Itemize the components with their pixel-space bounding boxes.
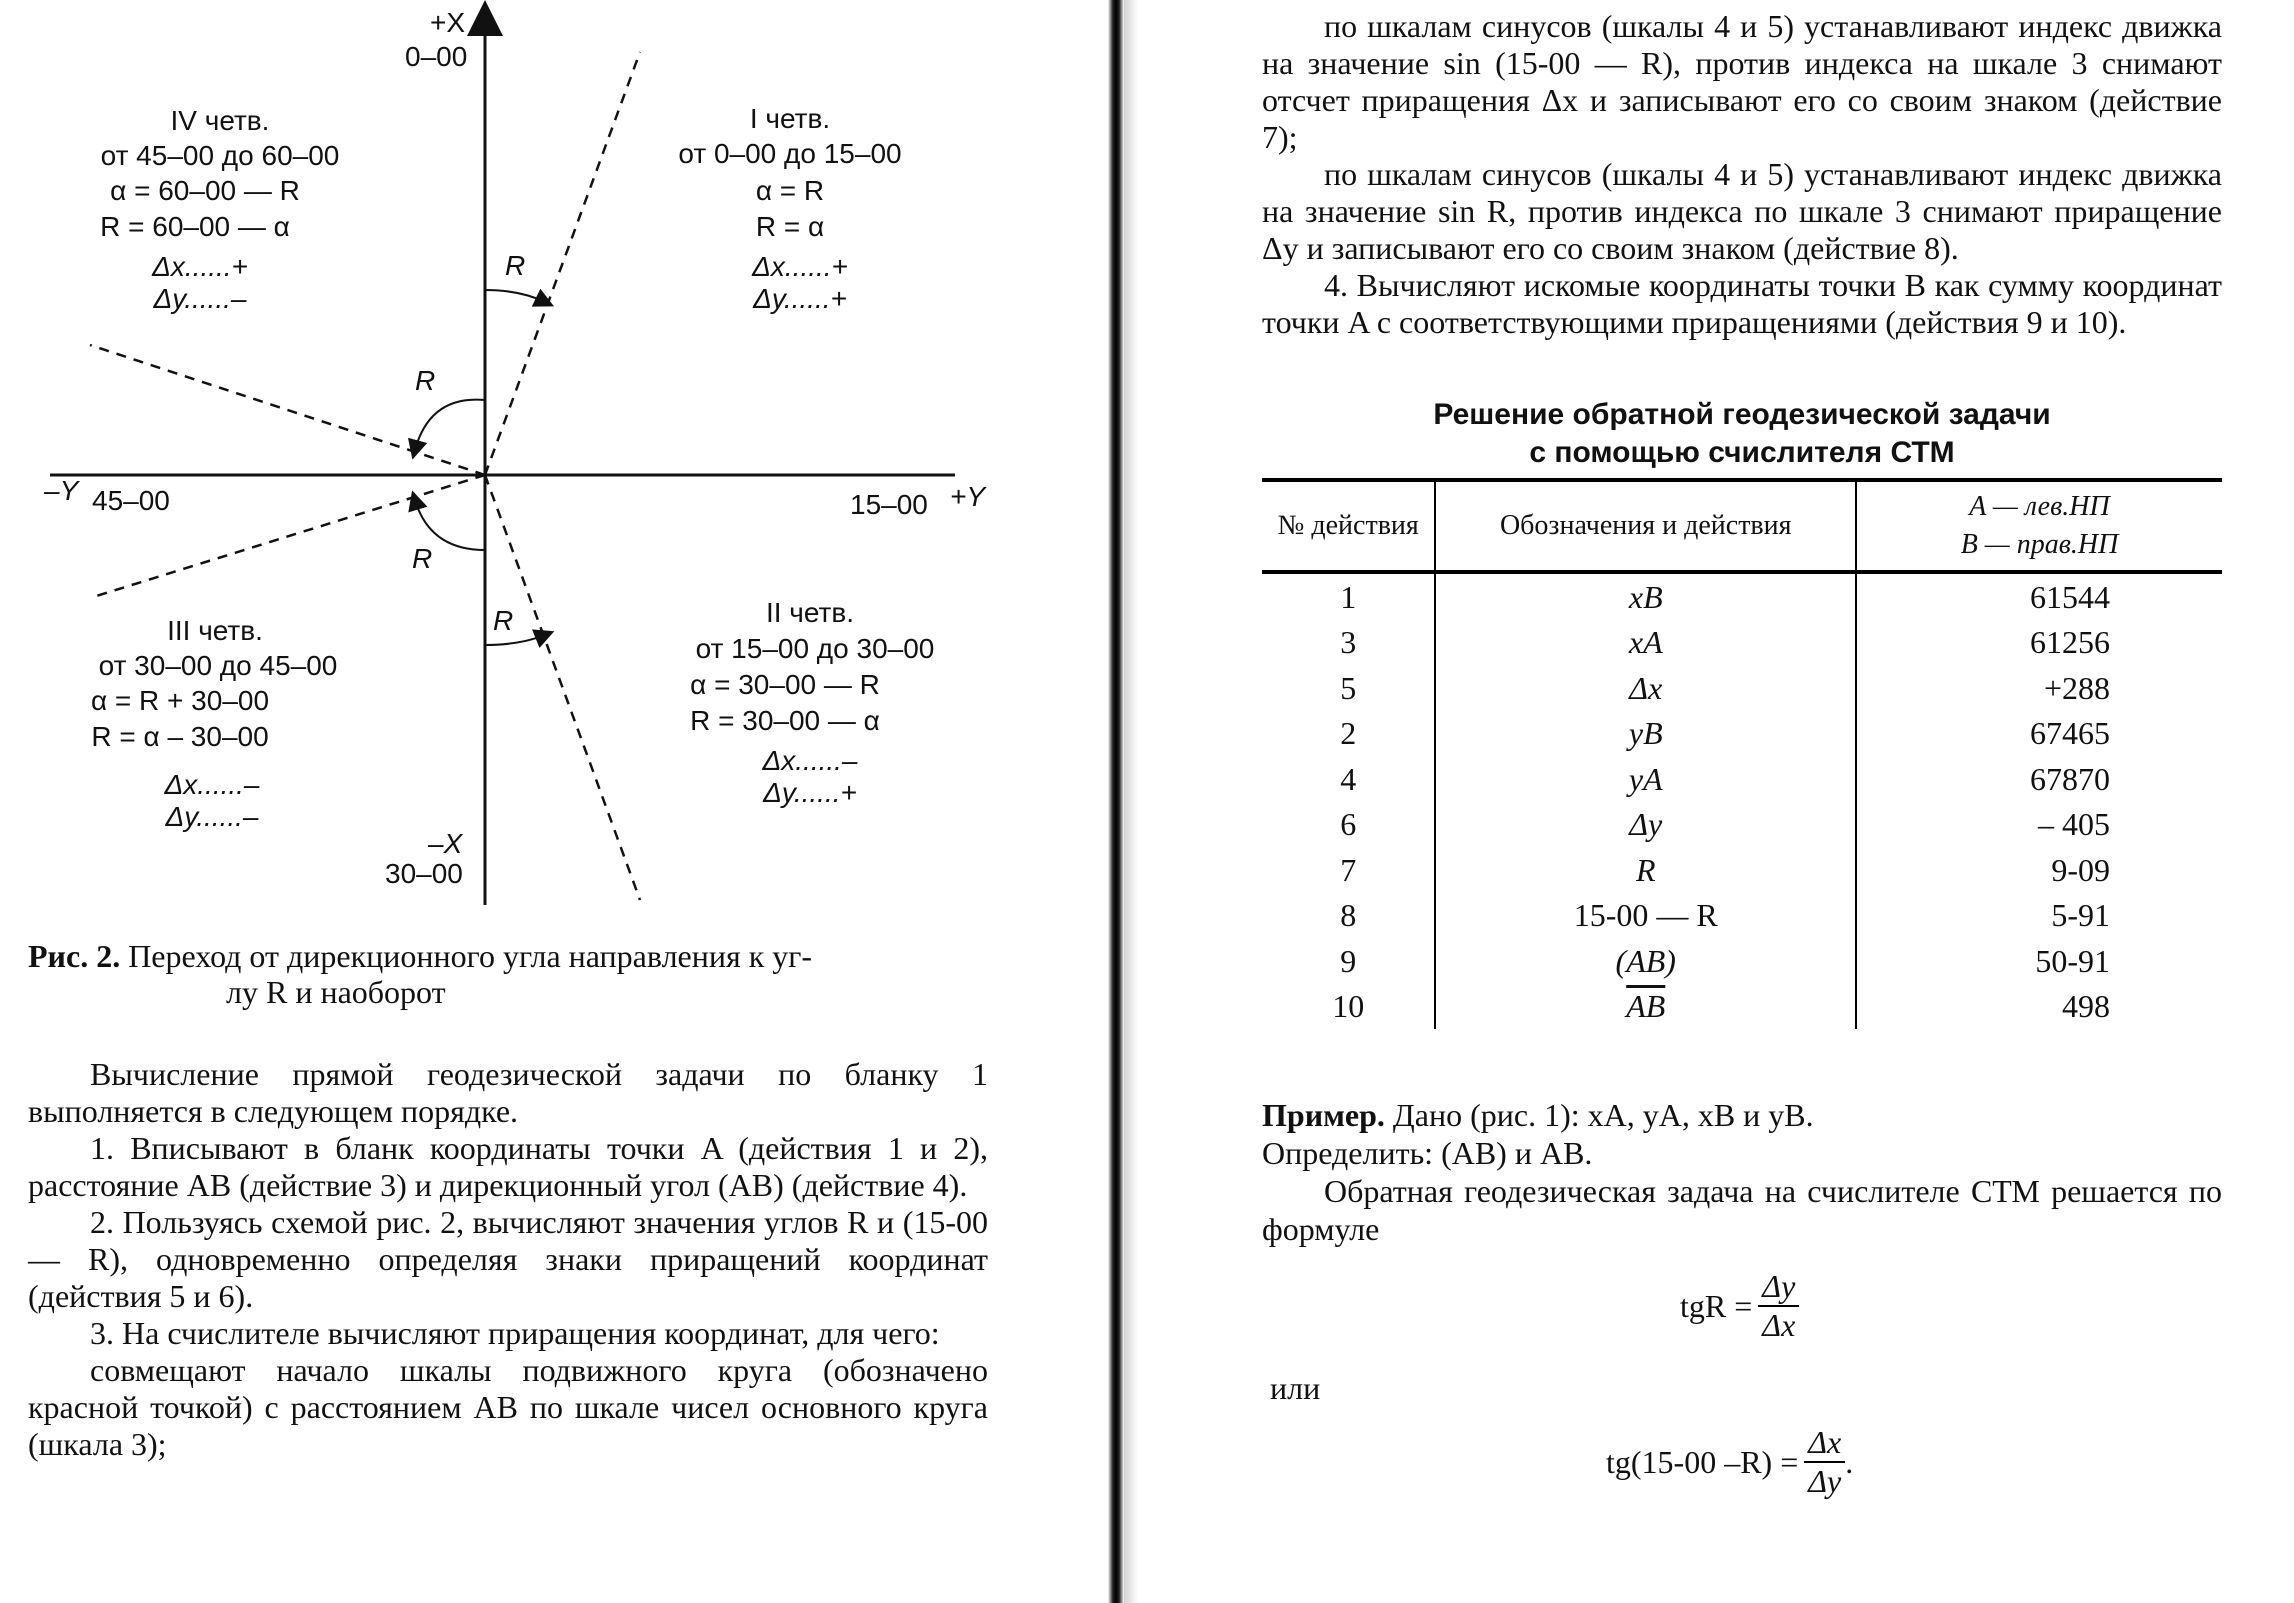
row-number: 2 (1340, 715, 1357, 752)
figure-caption (28, 938, 988, 1010)
q1-dx: Δx......+ (752, 251, 848, 282)
row-value: 5-91 (2051, 897, 2110, 934)
left-paragraph-4: 3. На счислителе вычисляют приращения координат, для чего: (90, 1315, 940, 1351)
axis-plus-y-label: +Y (950, 481, 986, 512)
formula2-fraction (1804, 1424, 1845, 1500)
row-operation: R (1435, 847, 1856, 893)
right-page-text (1262, 8, 2222, 341)
row-operation: xB (1435, 572, 1856, 620)
left-paragraph-1: Вычисление прямой геодезической задачи по бланку 1 выполняется в следующем порядке. (28, 1056, 988, 1129)
row-value: 498 (2062, 988, 2110, 1025)
row-value: 50-91 (2035, 942, 2110, 979)
formula1-fraction (1758, 1268, 1799, 1344)
table-row (1262, 984, 2222, 1030)
row-value: 67870 (2030, 760, 2110, 797)
q1-r: R = α (755, 211, 825, 242)
caption-line2: лу R и наоборот (226, 974, 446, 1010)
table-row (1262, 711, 2222, 757)
q4-range: от 45–00 до 60–00 (100, 140, 340, 171)
example-text: Обратная геодезическая задача на счислителе СТМ решается по формуле (1262, 1173, 2222, 1247)
q1-dy: Δy......+ (753, 283, 847, 314)
axis-plus-y-value: 15–00 (850, 489, 928, 520)
q1-title: I четв. (749, 103, 831, 134)
formula1-left: tgR = (1680, 1287, 1753, 1324)
row-number: 1 (1340, 578, 1357, 615)
angle-arc-q1 (485, 290, 545, 302)
direction-line-q2 (485, 475, 640, 900)
row-number: 10 (1332, 988, 1365, 1025)
row-operation: Δx (1435, 665, 1856, 711)
angle-arc-q4 (415, 400, 485, 450)
formula1-denominator: Δx (1762, 1307, 1796, 1343)
row-value: +288 (2043, 669, 2110, 706)
left-paragraph-3: 2. Пользуясь схемой рис. 2, вычисляют значения углов R и (15-00 — R), одновременно определяя знаки приращений координат (действия 5 и 6). (28, 1204, 988, 1314)
q4-title: IV четв. (170, 105, 270, 136)
example-determine: Определить: (AB) и AB. (1262, 1135, 1593, 1171)
row-value: 61544 (2030, 578, 2110, 615)
q3-dx: Δx......– (164, 769, 260, 800)
row-value: 61256 (2030, 624, 2110, 661)
formula2-end: . (1845, 1443, 1854, 1480)
left-paragraph-5: совмещают начало шкалы подвижного круга (обозначено красной точкой) с расстоянием AB по шкале чисел основного круга (шкала 3); (28, 1352, 988, 1462)
table-title-line2: с помощью счислителя СТМ (1529, 436, 1955, 469)
table-row (1262, 938, 2222, 984)
formula1-numerator: Δy (1758, 1268, 1799, 1307)
angle-label-q3: R (412, 543, 433, 574)
q1-alpha: α = R (755, 175, 825, 206)
row-number: 4 (1340, 760, 1357, 797)
axis-plus-x-label: +X (430, 7, 466, 38)
quadrant-ii-block (690, 597, 934, 808)
q2-r: R = 30–00 — α (690, 705, 880, 736)
solution-table (1262, 478, 2222, 1029)
table-row (1262, 665, 2222, 711)
row-number: 8 (1340, 897, 1357, 934)
table-row (1262, 802, 2222, 848)
q3-range: от 30–00 до 45–00 (98, 650, 338, 681)
row-operation: (AB) (1435, 938, 1856, 984)
axis-plus-x-value: 0–00 (405, 41, 468, 72)
q4-alpha: α = 60–00 — R (110, 175, 300, 206)
q4-r: R = 60–00 — α (100, 211, 290, 242)
example-given-line (1262, 1096, 2222, 1134)
q3-dy: Δy......– (165, 801, 259, 832)
row-number: 6 (1340, 806, 1357, 843)
q3-alpha: α = R + 30–00 (90, 685, 270, 716)
q1-range: от 0–00 до 15–00 (678, 138, 902, 169)
right-paragraph-2: по шкалам синусов (шкалы 4 и 5) устанавливают индекс движка на значение sin R, против индекса по шкале 3 снимают приращение Δy и записывают его со своим знаком (действие 8). (1262, 156, 2222, 266)
q4-dx: Δx......+ (152, 251, 248, 282)
q2-alpha: α = 30–00 — R (690, 669, 880, 700)
left-paragraph-2: 1. Вписывают в бланк координаты точки A (действия 1 и 2), расстояние AB (действие 3) и дирекционный угол (AB) (действие 4). (28, 1130, 988, 1203)
q4-dy: Δy......– (153, 283, 247, 314)
q3-title: III четв. (167, 615, 263, 646)
table-row (1262, 756, 2222, 802)
axis-minus-x-value: 30–00 (385, 858, 463, 889)
right-paragraph-1: по шкалам синусов (шкалы 4 и 5) устанавливают индекс движка на значение sin (15-00 — R), против индекса на шкале 3 снимают отсчет приращения Δx и записывают его со своим знаком (действие 7); (1262, 8, 2222, 155)
spine-shadow (1124, 0, 1138, 1603)
formula2-numerator: Δx (1804, 1424, 1845, 1463)
formula2-left: tg(15-00 –R) = (1606, 1443, 1799, 1480)
angle-label-q2: R (493, 605, 514, 636)
table-title-line1: Решение обратной геодезической задачи (1433, 398, 2051, 431)
table-row (1262, 572, 2222, 620)
example-given: Дано (рис. 1): xA, yA, xB и yB. (1392, 1097, 1814, 1133)
row-number: 7 (1340, 851, 1357, 888)
header-col-values-line2: B — прав.НП (1960, 529, 2119, 560)
right-paragraph-3: 4. Вычисляют искомые координаты точки B как сумму координат точки A с соответствующими приращениями (действия 9 и 10). (1262, 267, 2222, 340)
row-value: – 405 (2038, 806, 2110, 843)
q3-r: R = α – 30–00 (91, 721, 269, 752)
row-operation: 15-00 — R (1435, 893, 1856, 939)
example-block (1262, 1096, 2222, 1248)
axis-minus-y-label: –Y (44, 475, 79, 506)
formula-tg-15-r (1606, 1424, 1853, 1500)
header-col-values (1856, 480, 2222, 572)
or-word: или (1270, 1370, 1321, 1406)
row-value: 9-09 (2051, 851, 2110, 888)
angle-arc-q2 (485, 635, 545, 645)
table-row (1262, 893, 2222, 939)
angle-label-q4: R (415, 365, 436, 396)
quadrant-iii-block (91, 615, 337, 832)
axis-minus-x-label: –X (428, 828, 463, 859)
row-number: 5 (1340, 669, 1357, 706)
example-label: Пример. (1262, 1097, 1385, 1133)
row-operation: xA (1435, 620, 1856, 666)
angle-label-q1: R (505, 250, 526, 281)
header-col-number: № действия (1262, 480, 1435, 572)
table-title (1262, 396, 2222, 472)
q2-dx: Δx......– (762, 745, 858, 776)
row-operation: yA (1435, 756, 1856, 802)
quadrant-iv-block (100, 105, 339, 314)
axis-minus-y-value: 45–00 (92, 485, 170, 516)
caption-line1: Переход от дирекционного угла направления к уг- (128, 938, 813, 974)
q2-dy: Δy......+ (763, 777, 857, 808)
table-row (1262, 847, 2222, 893)
book-spine (1108, 0, 1124, 1603)
table-header-row (1262, 480, 2222, 572)
quadrant-i-block (678, 103, 901, 314)
row-operation: Δy (1435, 802, 1856, 848)
row-number: 3 (1340, 624, 1357, 661)
caption-label: Рис. 2. (28, 938, 121, 974)
left-page-text (28, 1056, 988, 1463)
row-value: 67465 (2030, 715, 2110, 752)
quadrant-diagram (0, 0, 1100, 930)
formula-tg-r (1680, 1268, 1799, 1344)
header-col-values-line1: A — лев.НП (1969, 491, 2110, 522)
formula2-denominator: Δy (1808, 1463, 1842, 1499)
solution-table-wrap (1262, 478, 2222, 1029)
q2-title: II четв. (765, 597, 855, 628)
table-row (1262, 620, 2222, 666)
row-operation: $\overline{AB}$ (1435, 984, 1856, 1030)
q2-range: от 15–00 до 30–00 (695, 633, 935, 664)
header-col-operation: Обозначения и действия (1435, 480, 1856, 572)
row-number: 9 (1340, 942, 1357, 979)
row-operation: yB (1435, 711, 1856, 757)
